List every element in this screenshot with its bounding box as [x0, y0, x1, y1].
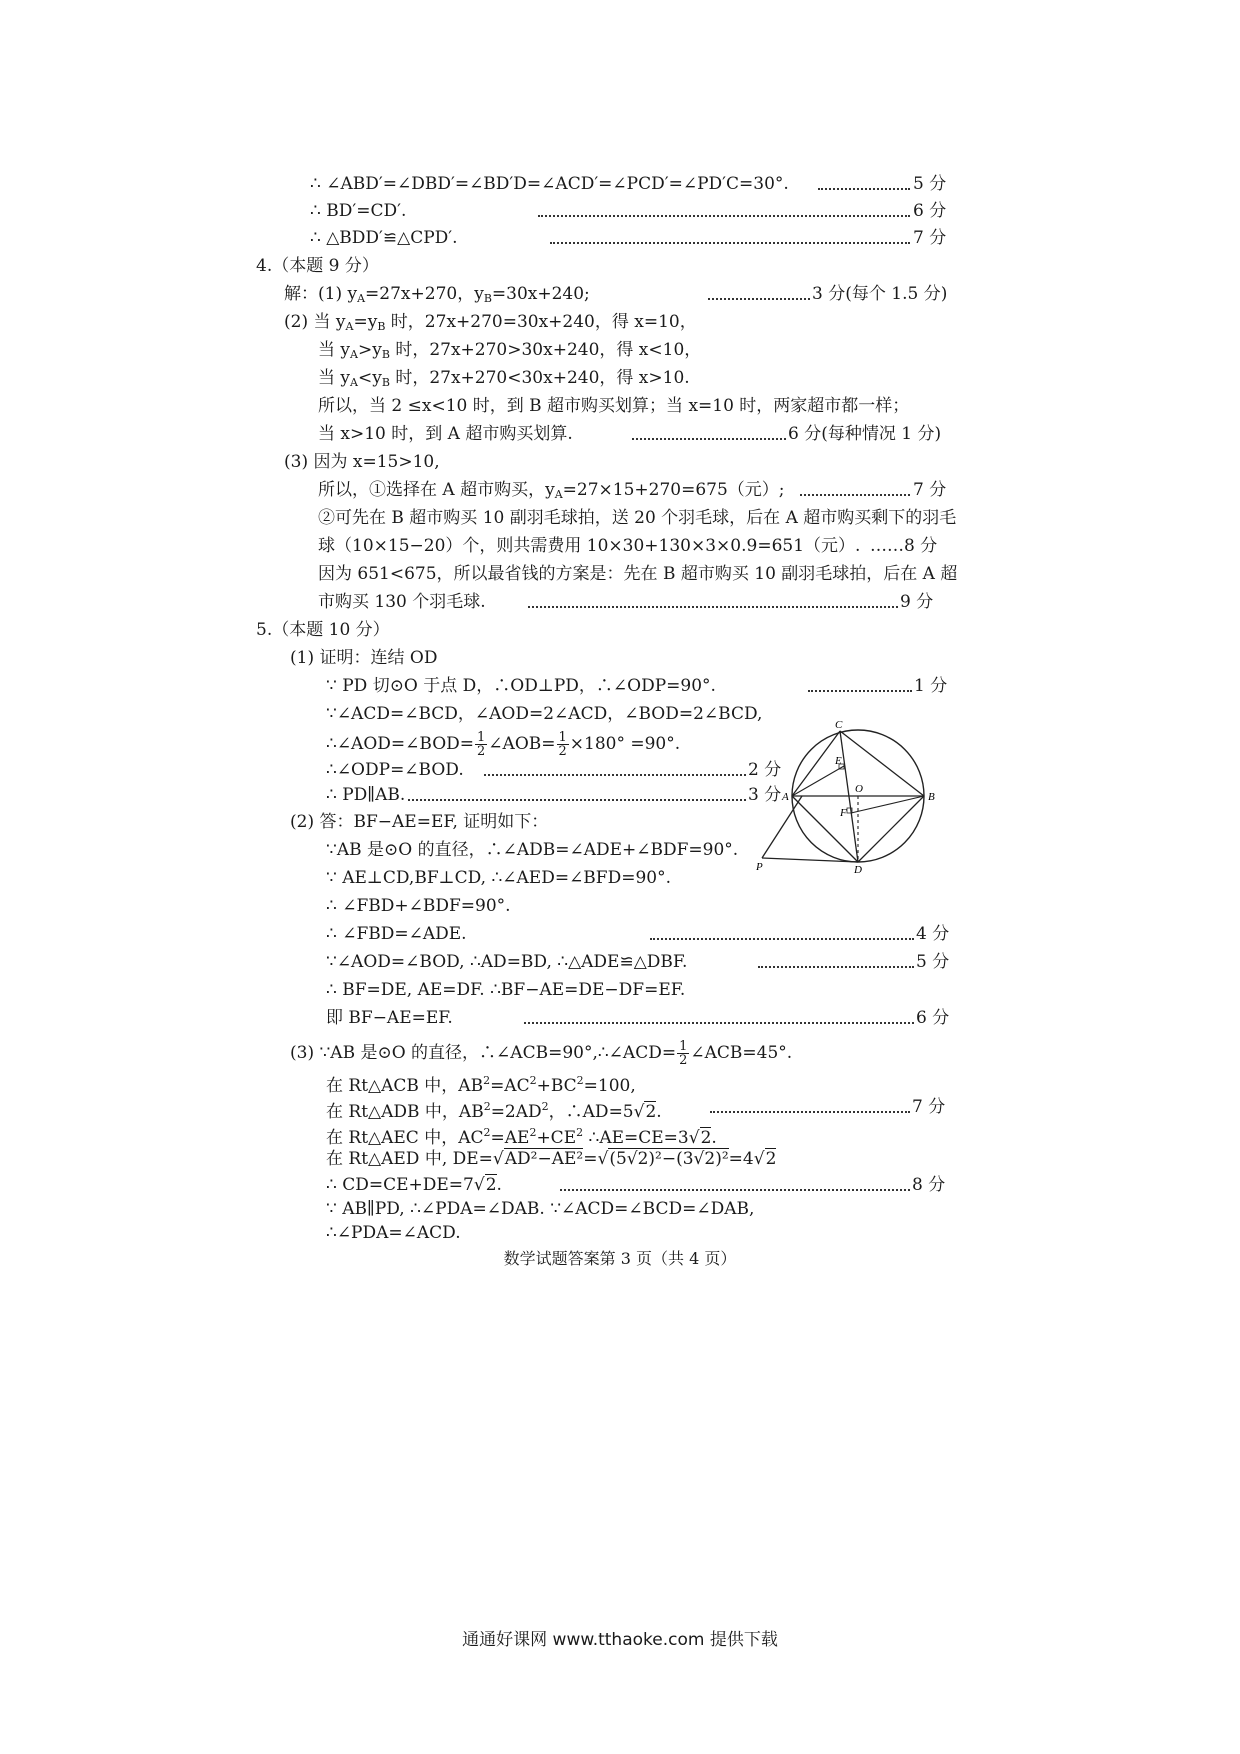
segment-ap	[762, 796, 802, 858]
q5-part2-answer: (2) 答：BF−AE=EF, 证明如下：	[290, 812, 549, 832]
q5-part1-tangent: ∵ PD 切⊙O 于点 D，∴OD⊥PD，∴∠ODP=90°.	[326, 676, 716, 696]
q5-part3-final: ∴∠PDA=∠ACD.	[326, 1223, 461, 1243]
q5-part2-sides: ∴ BF=DE, AE=DF. ∴BF−AE=DE−DF=EF.	[326, 980, 686, 1000]
score-mark: ……8 分	[870, 536, 938, 556]
q4-part1: 解：(1) $y_A=27x+270$，$y_B=30x+240$;	[284, 284, 590, 305]
q5-part3-cd: ∴ CD=CE+DE=7√2.	[326, 1175, 502, 1195]
score-mark: 6 分	[913, 201, 947, 221]
score-mark: 7 分	[912, 1097, 946, 1117]
q5-part2-congruent: ∵∠AOD=∠BOD, ∴AD=BD, ∴△ADE≌△DBF.	[326, 952, 688, 972]
dot-leader	[408, 799, 746, 801]
q5-part2-diameter: ∵AB 是⊙O 的直径，∴∠ADB=∠ADE+∠BDF=90°.	[326, 840, 739, 860]
q4-part2-eq: (2) 当 $y_A=y_B$ 时，27x+270=30x+240，得 x=10，	[284, 312, 697, 333]
dot-leader	[808, 690, 912, 692]
fraction: $\frac{1}{2}$	[558, 730, 567, 759]
q4-part3-optionB-cont: 球（10×15−20）个，则共需费用 10×30+130×3×0.9=651（元）.	[318, 536, 861, 556]
q5-part1-parallel: ∴ PD∥AB.	[326, 785, 406, 805]
q5-part3-acb: 在 Rt△ACB 中，$AB^2=AC^2+BC^2=100$,	[326, 1074, 636, 1096]
line-bd-cd: ∴ BD′=CD′.	[310, 201, 407, 221]
circle-geometry-figure	[755, 718, 955, 873]
fraction: $\frac{1}{2}$	[477, 730, 486, 759]
q5-part3-adb: 在 Rt△ADB 中，$AB^2=2AD^2$，∴AD=5√2.	[326, 1100, 662, 1122]
segment-bc	[840, 731, 924, 796]
dot-leader	[560, 1189, 910, 1191]
segment-ae	[792, 766, 844, 796]
score-mark: 5 分	[916, 952, 950, 972]
score-mark: 4 分	[916, 924, 950, 944]
q4-part2-lt: 当 $y_A<y_B$ 时，27x+270<30x+240，得 x>10.	[318, 368, 690, 389]
segment-ac	[792, 731, 840, 796]
score-mark: 6 分	[916, 1008, 950, 1028]
q5-part2-conclusion: 即 BF−AE=EF.	[326, 1008, 453, 1028]
label-e: E	[835, 755, 842, 767]
dot-leader	[632, 438, 786, 440]
q5-part2-equal-angles: ∴ ∠FBD=∠ADE.	[326, 924, 467, 944]
label-d: D	[854, 864, 862, 873]
segment-bd	[858, 796, 924, 862]
dot-leader	[528, 606, 898, 608]
segment-ad	[792, 796, 858, 862]
q5-heading: 5.（本题 10 分）	[256, 620, 390, 640]
q5-part1-intro: (1) 证明：连结 OD	[290, 648, 438, 668]
fraction: $\frac{1}{2}$	[679, 1039, 688, 1068]
q4-heading: 4.（本题 9 分）	[256, 256, 379, 276]
score-mark: 7 分	[913, 480, 947, 500]
q5-part1-angles: ∵∠ACD=∠BCD，∠AOD=2∠ACD，∠BOD=2∠BCD,	[326, 704, 763, 724]
q5-part3-aec: 在 Rt△AEC 中，$AC^2=AE^2+CE^2$ ∴AE=CE=3√2.	[326, 1126, 717, 1148]
score-mark: 9 分	[900, 592, 934, 612]
label-b: B	[928, 791, 935, 803]
q4-part3-optionB: ②可先在 B 超市购买 10 副羽毛球拍，送 20 个羽毛球，后在 A 超市购买剩下的羽毛	[318, 508, 957, 528]
score-mark: 2 分	[748, 760, 782, 780]
segment-bf	[851, 796, 924, 813]
q4-part3-compare-cont: 市购买 130 个羽毛球.	[318, 592, 486, 612]
q4-part2-gt: 当 $y_A>y_B$ 时，27x+270>30x+240，得 x<10，	[318, 340, 702, 361]
q5-part2-sum: ∴ ∠FBD+∠BDF=90°.	[326, 896, 511, 916]
q5-part1-odp: ∴∠ODP=∠BOD.	[326, 760, 464, 780]
line-congruent: ∴ △BDD′≌△CPD′.	[310, 228, 458, 248]
dot-leader	[484, 774, 746, 776]
q5-part3-aed: 在 Rt△AED 中, DE=√AD²−AE²=√(5√2)²−(3√2)²=4√2	[326, 1149, 777, 1169]
dot-leader	[538, 215, 910, 217]
site-footer: 通通好课网 www.tthaoke.com 提供下载	[462, 1630, 778, 1650]
q5-part3-parallel: ∵ AB∥PD, ∴∠PDA=∠DAB. ∵∠ACD=∠BCD=∠DAB,	[326, 1199, 755, 1219]
score-mark: 7 分	[913, 228, 947, 248]
label-p: P	[756, 861, 763, 873]
q4-part3-optionA: 所以，①选择在 A 超市购买，$y_A=27\times 15+270=675$（元）;	[318, 480, 785, 501]
q5-part2-perpendicular: ∵ AE⊥CD,BF⊥CD, ∴∠AED=∠BFD=90°.	[326, 868, 672, 888]
score-mark: 3 分(每个 1.5 分)	[812, 284, 948, 304]
score-mark: 5 分	[913, 174, 947, 194]
score-mark: 8 分	[912, 1175, 946, 1195]
label-f: F	[840, 807, 847, 819]
label-o: O	[855, 783, 863, 795]
q5-part3-intro: (3) ∵AB 是⊙O 的直径，∴∠ACB=90°,∴∠ACD= $\frac{1}{2}$ ∠ACB=45°.	[290, 1039, 793, 1068]
dot-leader	[524, 1022, 914, 1024]
q4-part2-conclusion-2: 当 x>10 时，到 A 超市购买划算.	[318, 424, 573, 444]
dot-leader	[710, 1111, 910, 1113]
dot-leader	[758, 966, 914, 968]
label-c: C	[835, 719, 843, 731]
q5-part1-aod: ∴∠AOD=∠BOD= $\frac{1}{2}$ ∠AOB= $\frac{1}{2}$ ×180° =90°.	[326, 730, 681, 759]
score-mark: 1 分	[914, 676, 948, 696]
dot-leader	[650, 938, 914, 940]
dot-leader	[800, 494, 910, 496]
score-mark: 6 分(每种情况 1 分)	[788, 424, 942, 444]
dot-leader	[550, 242, 910, 244]
q4-part2-conclusion: 所以，当 2 ≤x<10 时，到 B 超市购买划算；当 x=10 时，两家超市都一样；	[318, 396, 910, 416]
q4-part3-compare: 因为 651<675，所以最省钱的方案是：先在 B 超市购买 10 副羽毛球拍，后在 A 超	[318, 564, 958, 584]
line-angles-30: ∴ ∠ABD′=∠DBD′=∠BD′D=∠ACD′=∠PCD′=∠PD′C=30°.	[310, 174, 789, 194]
score-mark: 3 分	[748, 785, 782, 805]
q4-part3-intro: (3) 因为 x=15>10,	[284, 452, 440, 472]
dot-leader	[818, 188, 910, 190]
dot-leader	[708, 298, 810, 300]
label-a: A	[782, 791, 789, 803]
page-footer: 数学试题答案第 3 页（共 4 页）	[503, 1249, 737, 1268]
